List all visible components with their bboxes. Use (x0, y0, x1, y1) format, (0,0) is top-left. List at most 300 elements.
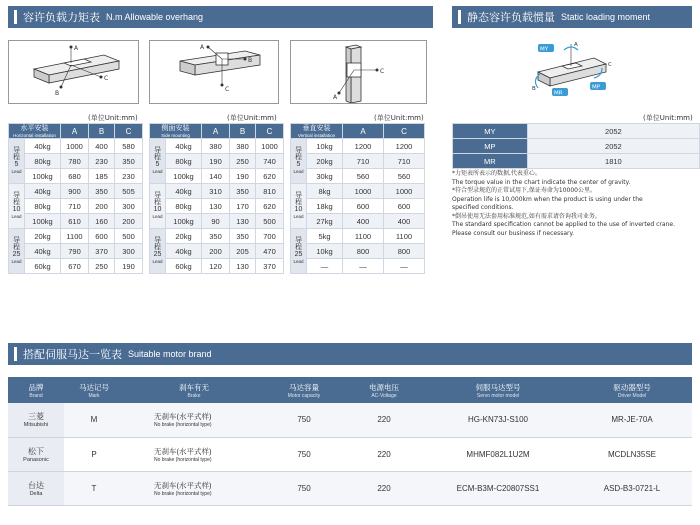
header-zh: 马达容量 (289, 382, 319, 392)
lead-en: Lead (11, 169, 22, 174)
table-cell: 20kg (25, 229, 61, 244)
brand-en: Mitsubishi (23, 422, 49, 429)
table-cell: 680 (61, 169, 89, 184)
table-cell: 800 (343, 244, 384, 259)
brand-en: Panasonic (23, 456, 49, 463)
column-header: A (343, 124, 384, 139)
table-cell: 700 (256, 229, 284, 244)
table-cell: 900 (61, 184, 89, 199)
moment-key: MP (453, 139, 528, 154)
lead-en: Lead (152, 259, 163, 264)
brake-cell (124, 403, 264, 437)
servo-model-cell: HG-KN73J-S100 (424, 403, 572, 437)
note-line: The torque value in the chart indicate the center of gravity. (452, 178, 631, 186)
table-cell: 790 (61, 244, 89, 259)
table-cell: 190 (115, 259, 143, 274)
servo-model-cell: MHMF082L1U2M (424, 437, 572, 471)
table-cell: 350 (89, 184, 115, 199)
table-row (9, 184, 143, 199)
overhang-title: 容许负载力矩表 (23, 11, 100, 24)
table-cell: 30kg (307, 169, 343, 184)
table-cell: 350 (230, 184, 256, 199)
table-cell: 20kg (166, 229, 202, 244)
table-cell: 40kg (25, 184, 61, 199)
table-cell: 370 (256, 259, 284, 274)
note-line: Please consult our business if necessary. (452, 229, 575, 237)
unit-note-horizontal: (单位Unit:mm) (88, 114, 138, 122)
table-cell: 140 (202, 169, 230, 184)
table-cell: 27kg (307, 214, 343, 229)
capacity-cell: 750 (264, 437, 344, 471)
header-en: Mark (88, 392, 100, 399)
lead-cell (150, 184, 166, 229)
static-notes (452, 170, 692, 238)
brand-zh: 台达 (28, 480, 44, 490)
table-cell: 400 (89, 139, 115, 154)
table-cell: 810 (256, 184, 284, 199)
header-en: Driver Model (617, 392, 647, 399)
table-row (9, 244, 143, 259)
motor-column-header (424, 377, 572, 403)
static-subtitle: Static loading moment (561, 12, 651, 22)
overhang-subtitle: N.m Allowable overhang (106, 12, 204, 22)
label-b: B (532, 86, 536, 92)
capacity-cell: 750 (264, 471, 344, 505)
table-row (9, 259, 143, 274)
table-cell: 1000 (61, 139, 89, 154)
table-row (9, 229, 143, 244)
table-cell: 5kg (307, 229, 343, 244)
motor-column-header (572, 377, 692, 403)
lead-num: 10 (12, 206, 21, 213)
label-b: B (55, 90, 60, 97)
motor-column-header (124, 377, 264, 403)
banner-bar (14, 347, 17, 361)
lead-zh: 程 (295, 244, 302, 251)
lead-en: Lead (152, 169, 163, 174)
table-cell: 610 (61, 214, 89, 229)
voltage-cell: 220 (344, 403, 424, 437)
table-cell: 505 (115, 184, 143, 199)
table-cell: 600 (89, 229, 115, 244)
table-cell: 8kg (307, 184, 343, 199)
brake-zh: 无刹车(水平式样) (154, 480, 212, 490)
column-header: C (384, 124, 425, 139)
lead-num: 5 (155, 161, 160, 168)
table-cell: 190 (202, 154, 230, 169)
driver-model-cell: MCDLN35SE (572, 437, 692, 471)
table-row (150, 139, 284, 154)
table-cell: 40kg (166, 244, 202, 259)
column-header: B (89, 124, 115, 139)
label-c: C (380, 68, 385, 75)
table-cell: 230 (115, 169, 143, 184)
table-cell: 250 (89, 259, 115, 274)
moment-row (453, 154, 700, 169)
table-cell: 400 (384, 214, 425, 229)
table-cell: 1000 (343, 184, 384, 199)
vertical-diagram (290, 40, 427, 104)
table-cell: 120 (202, 259, 230, 274)
moment-row (453, 124, 700, 139)
lead-en: Lead (152, 214, 163, 219)
label-c: C (608, 62, 612, 68)
header-en: Servo motor model (476, 392, 520, 399)
voltage-cell: 220 (344, 471, 424, 505)
label-c: C (104, 75, 109, 82)
table-cell: 710 (61, 199, 89, 214)
mounting-header (291, 124, 343, 139)
table-header-row (291, 124, 425, 139)
mark-cell: P (64, 437, 124, 471)
side-table (149, 123, 284, 274)
horizontal-table (8, 123, 143, 274)
lead-zh: 程 (13, 154, 20, 161)
lead-zh: 程 (154, 199, 161, 206)
voltage-cell: 220 (344, 437, 424, 471)
lead-zh: 导 (154, 147, 161, 154)
moment-row (453, 139, 700, 154)
label-a: A (574, 42, 578, 48)
lead-num: 25 (294, 251, 303, 258)
motor-row (8, 403, 692, 437)
lead-zh: 导 (13, 192, 20, 199)
table-cell: 500 (256, 214, 284, 229)
table-cell: 710 (384, 154, 425, 169)
moment-key: MR (453, 154, 528, 169)
motor-banner (8, 343, 692, 365)
table-cell: 560 (343, 169, 384, 184)
mounting-header-zh: 垂直安装 (302, 124, 331, 132)
table-cell: 310 (202, 184, 230, 199)
table-cell: — (384, 259, 425, 274)
label-a: A (333, 94, 338, 101)
lead-zh: 程 (295, 199, 302, 206)
lead-cell (291, 229, 307, 274)
table-cell: 80kg (166, 199, 202, 214)
table-cell: 80kg (25, 199, 61, 214)
mounting-header (150, 124, 202, 139)
moment-value: 2052 (527, 139, 699, 154)
table-cell: 1100 (61, 229, 89, 244)
table-cell: — (307, 259, 343, 274)
static-banner (452, 6, 692, 28)
static-moment-table (452, 123, 700, 169)
table-cell: 370 (89, 244, 115, 259)
brand-en: Delta (29, 490, 43, 497)
motor-row (8, 437, 692, 471)
banner-bar (14, 10, 17, 24)
table-row (9, 169, 143, 184)
motor-column-header (264, 377, 344, 403)
table-cell: 80kg (25, 154, 61, 169)
table-row (150, 214, 284, 229)
table-row (291, 184, 425, 199)
lead-zh: 程 (154, 244, 161, 251)
lead-zh: 程 (13, 199, 20, 206)
brand-zh: 三菱 (28, 412, 44, 422)
label-c: C (225, 86, 230, 93)
table-cell: 160 (89, 214, 115, 229)
table-cell: 130 (230, 259, 256, 274)
table-cell: 185 (89, 169, 115, 184)
moment-key: MY (453, 124, 528, 139)
lead-num: 25 (153, 251, 162, 258)
brake-cell (124, 471, 264, 505)
lead-zh: 程 (13, 244, 20, 251)
header-zh: 马达记号 (79, 382, 109, 392)
table-cell: 40kg (25, 244, 61, 259)
brake-zh: 无刹车(水平式样) (154, 446, 212, 456)
table-cell: 560 (384, 169, 425, 184)
lead-zh: 程 (295, 154, 302, 161)
lead-zh: 导 (295, 147, 302, 154)
table-row (291, 199, 425, 214)
table-header-row (150, 124, 284, 139)
lead-cell (150, 229, 166, 274)
table-row (9, 154, 143, 169)
table-cell: 205 (230, 244, 256, 259)
lead-zh: 程 (154, 154, 161, 161)
brand-cell (8, 437, 64, 471)
table-row (291, 214, 425, 229)
note-line: *符合型录规范的正常试用下,保证寿命为10000公里。 (452, 187, 596, 194)
table-cell: 60kg (166, 259, 202, 274)
table-cell: 170 (230, 199, 256, 214)
table-row (150, 199, 284, 214)
header-zh: 电源电压 (369, 382, 399, 392)
lead-cell (9, 229, 25, 274)
table-cell: 380 (230, 139, 256, 154)
table-row (150, 259, 284, 274)
lead-en: Lead (293, 214, 304, 219)
table-row (150, 154, 284, 169)
brake-zh: 无刹车(水平式样) (154, 412, 212, 422)
column-header: C (256, 124, 284, 139)
static-diagram (524, 36, 614, 98)
side-diagram (149, 40, 279, 104)
static-title: 静态容许负载惯量 (467, 11, 555, 24)
column-header: A (61, 124, 89, 139)
table-cell: 40kg (166, 184, 202, 199)
table-cell: 130 (202, 199, 230, 214)
table-cell: 200 (89, 199, 115, 214)
table-row (291, 244, 425, 259)
table-cell: 100kg (25, 214, 61, 229)
vertical-table (290, 123, 425, 274)
label-mr: MR (554, 90, 563, 97)
table-cell: 620 (256, 169, 284, 184)
table-cell: 780 (61, 154, 89, 169)
header-zh: 品牌 (28, 382, 44, 392)
table-cell: 1200 (384, 139, 425, 154)
mounting-header-en: Vertical installation (297, 132, 336, 138)
header-en: AC-Voltage (371, 392, 397, 399)
header-en: Brand (29, 392, 43, 399)
table-cell: 20kg (307, 154, 343, 169)
driver-model-cell: MR-JE-70A (572, 403, 692, 437)
brand-cell (8, 403, 64, 437)
table-cell: — (343, 259, 384, 274)
table-cell: 60kg (25, 259, 61, 274)
table-cell: 740 (256, 154, 284, 169)
table-cell: 100kg (166, 214, 202, 229)
brand-cell (8, 471, 64, 505)
table-cell: 1100 (384, 229, 425, 244)
table-cell: 800 (384, 244, 425, 259)
horizontal-diagram (8, 40, 139, 104)
unit-note-side: (单位Unit:mm) (227, 114, 277, 122)
note-line: The standard specification cannot be applied to the use of inverted crane. (452, 221, 675, 228)
motor-row (8, 471, 692, 505)
servo-model-cell: ECM-B3M-C20807SS1 (424, 471, 572, 505)
label-my: MY (540, 46, 549, 53)
table-row (9, 214, 143, 229)
mounting-header-en: Side mounting (161, 132, 190, 138)
table-cell: 230 (89, 154, 115, 169)
table-cell: 1100 (343, 229, 384, 244)
brake-en: No brake (horizontal type) (154, 422, 212, 429)
table-cell: 80kg (166, 154, 202, 169)
lead-cell (9, 184, 25, 229)
lead-cell (9, 139, 25, 184)
header-zh: 刹车有无 (179, 382, 209, 392)
table-row (150, 169, 284, 184)
header-en: Motor capacity (287, 392, 321, 399)
column-header: C (115, 124, 143, 139)
table-cell: 300 (115, 244, 143, 259)
overhang-banner (8, 6, 433, 28)
label-a: A (200, 44, 205, 51)
lead-zh: 导 (295, 237, 302, 244)
table-cell: 10kg (307, 244, 343, 259)
motor-column-header (64, 377, 124, 403)
table-cell: 40kg (25, 139, 61, 154)
table-row (150, 244, 284, 259)
table-cell: 1000 (256, 139, 284, 154)
mounting-header-zh: 侧面安装 (161, 124, 190, 132)
lead-cell (150, 139, 166, 184)
lead-zh: 导 (154, 237, 161, 244)
table-cell: 500 (115, 229, 143, 244)
mounting-header-zh: 水平安装 (20, 124, 49, 132)
table-row (291, 139, 425, 154)
motor-column-header (8, 377, 64, 403)
lead-en: Lead (11, 259, 22, 264)
table-cell: 1200 (343, 139, 384, 154)
table-cell: 90 (202, 214, 230, 229)
motor-subtitle: Suitable motor brand (128, 349, 212, 359)
lead-cell (291, 139, 307, 184)
note-line: *力矩表所表示的数据,代表重心。 (452, 170, 541, 177)
table-cell: 18kg (307, 199, 343, 214)
table-cell: 200 (202, 244, 230, 259)
banner-bar (458, 10, 461, 24)
label-b: B (248, 57, 253, 64)
label-mp: MP (592, 84, 601, 91)
note-line: Operation life is 10,000km when the product is using under the (452, 195, 643, 203)
note-line: *倒吊使用无法套用标准规范,如有需求请咨询我司业务。 (452, 212, 601, 220)
lead-en: Lead (293, 259, 304, 264)
lead-num: 5 (296, 161, 301, 168)
capacity-cell: 750 (264, 403, 344, 437)
table-row (150, 184, 284, 199)
brand-zh: 松下 (28, 446, 44, 456)
unit-note-static: (单位Unit:mm) (643, 114, 693, 122)
table-cell: 1000 (384, 184, 425, 199)
table-row (9, 199, 143, 214)
mark-cell: T (64, 471, 124, 505)
motor-column-header (344, 377, 424, 403)
lead-zh: 导 (13, 147, 20, 154)
table-cell: 250 (230, 154, 256, 169)
table-row (291, 154, 425, 169)
motor-table (8, 377, 692, 506)
column-header: A (202, 124, 230, 139)
lead-num: 10 (153, 206, 162, 213)
table-cell: 580 (115, 139, 143, 154)
table-cell: 380 (202, 139, 230, 154)
mark-cell: M (64, 403, 124, 437)
table-row (291, 169, 425, 184)
table-cell: 600 (343, 199, 384, 214)
lead-num: 25 (12, 251, 21, 258)
label-a: A (74, 45, 79, 52)
moment-value: 1810 (527, 154, 699, 169)
table-cell: 200 (115, 214, 143, 229)
table-cell: 100kg (166, 169, 202, 184)
table-cell: 190 (230, 169, 256, 184)
motor-header-row (8, 377, 692, 403)
lead-zh: 导 (154, 192, 161, 199)
header-zh: 伺服马达型号 (475, 382, 521, 392)
lead-en: Lead (11, 214, 22, 219)
note-line: specified conditions. (452, 204, 514, 211)
table-cell: 10kg (307, 139, 343, 154)
mounting-header-en: Horizontal installation (13, 132, 56, 138)
table-row (291, 259, 425, 274)
lead-zh: 导 (13, 237, 20, 244)
column-header: B (230, 124, 256, 139)
motor-title: 搭配伺服马达一览表 (23, 348, 122, 361)
brake-cell (124, 437, 264, 471)
lead-num: 5 (14, 161, 19, 168)
table-cell: 350 (115, 154, 143, 169)
brake-en: No brake (horizontal type) (154, 490, 212, 497)
table-cell: 130 (230, 214, 256, 229)
table-cell: 400 (343, 214, 384, 229)
lead-num: 10 (294, 206, 303, 213)
table-cell: 350 (202, 229, 230, 244)
table-cell: 670 (61, 259, 89, 274)
table-cell: 710 (343, 154, 384, 169)
table-header-row (9, 124, 143, 139)
table-row (150, 229, 284, 244)
lead-zh: 导 (295, 192, 302, 199)
table-cell: 40kg (166, 139, 202, 154)
mounting-header (9, 124, 61, 139)
table-cell: 470 (256, 244, 284, 259)
table-cell: 620 (256, 199, 284, 214)
table-cell: 300 (115, 199, 143, 214)
lead-en: Lead (293, 169, 304, 174)
unit-note-vertical: (单位Unit:mm) (374, 114, 424, 122)
header-zh: 驱动器型号 (613, 382, 651, 392)
brake-en: No brake (horizontal type) (154, 456, 212, 463)
table-cell: 600 (384, 199, 425, 214)
header-en: Brake (187, 392, 201, 399)
table-cell: 100kg (25, 169, 61, 184)
